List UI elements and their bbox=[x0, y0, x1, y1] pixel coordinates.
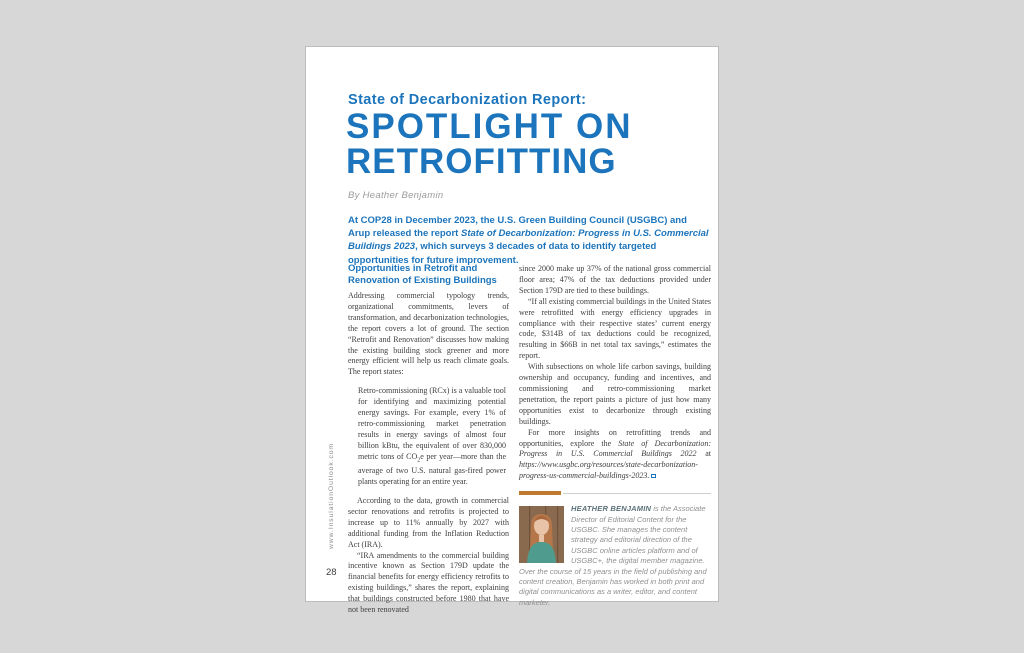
divider-orange-bar bbox=[519, 491, 561, 495]
article-intro bbox=[348, 214, 710, 267]
intro-report-title: State of Decarbonization: Progress in U.S. Commercial Buildings 2023 bbox=[348, 228, 709, 253]
article-title-line1: SPOTLIGHT ON bbox=[346, 107, 633, 146]
body-paragraph: Addressing commercial typology trends, organizational commitments, levers of transformation, and decarbonization technologies, the report covers a lot of ground. The section “Retrofit and Renovation” discusses how making the existing building stock greener and more energy efficient will help us reach climate goals. The report states: bbox=[348, 291, 509, 377]
author-name: HEATHER BENJAMIN bbox=[571, 504, 652, 514]
article-kicker: State of Decarbonization Report: bbox=[348, 92, 587, 108]
quote-text-2: e per year—more than the average of two U.S. natural gas-fired power plants operating for an entire year. bbox=[358, 451, 506, 487]
website-vertical-text: www.InsulationOutlook.com bbox=[328, 443, 335, 549]
closing-text-1: For more insights on retrofitting trends and opportunities, explore the bbox=[519, 427, 711, 448]
right-column bbox=[519, 264, 711, 608]
closing-text-2: at bbox=[696, 449, 712, 459]
left-column bbox=[348, 263, 509, 616]
author-bio bbox=[519, 504, 711, 608]
body-paragraph: “IRA amendments to the commercial building incentive known as Section 179D update the financial benefits for energy efficiency retrofits to existing buildings,” shares the report, explaining that buildings constructed before 1980 that have not been renovated bbox=[348, 550, 509, 615]
article-title-line2: RETROFITTING bbox=[346, 142, 617, 181]
section-heading: Opportunities in Retrofit and Renovation of Existing Buildings bbox=[348, 263, 497, 286]
intro-text-2: , which surveys 3 decades of data to identify targeted opportunities for future improvement. bbox=[348, 241, 657, 266]
body-paragraph bbox=[519, 428, 711, 483]
intro-text-1: At COP28 in December 2023, the U.S. Green Building Council (USGBC) and Arup released the report bbox=[348, 215, 687, 240]
author-photo bbox=[519, 506, 564, 563]
end-of-article-icon bbox=[651, 474, 656, 479]
article-byline: By Heather Benjamin bbox=[348, 190, 444, 201]
co2-subscript: 2 bbox=[417, 457, 421, 464]
report-url: https://www.usgbc.org/resources/state-decarbonization-progress-us-commercial-buildings-2023. bbox=[519, 460, 698, 481]
magazine-page bbox=[305, 46, 719, 615]
author-bio-text: is the Associate Director of Editorial Content for the USGBC. She manages the content strategy and editorial direction of the USGBC online articles platform and of USGBC+, the digital member magazine. Over the course of 15 years in the field of publishing and content creation, Benjamin has worked in both print and digital communications as a writer, editor, and content marketer. bbox=[519, 504, 707, 607]
quote-text-1: Retro-commissioning (RCx) is a valuable tool for identifying and maximizing potential energy savings. For example, every 1% of retro-commissioning market penetration results in energy savings of almost four billion kBtu, the equivalent of over 830,000 metric tons of CO bbox=[358, 386, 506, 461]
pull-quote bbox=[358, 386, 506, 488]
bio-divider bbox=[519, 491, 711, 495]
body-paragraph: since 2000 make up 37% of the national gross commercial floor area; 47% of the tax deductions provided under Section 179D are tied to these buildings. bbox=[519, 264, 711, 295]
divider-rule bbox=[563, 493, 711, 494]
body-paragraph: According to the data, growth in commercial sector renovations and retrofits is projected to increase up to 11% annually by 2027 with additional funding from the Inflation Reduction Act (IRA). bbox=[348, 496, 509, 549]
closing-report-title: State of Decarbonization: Progress in U.S. Commercial Buildings 2022 bbox=[519, 438, 712, 459]
body-paragraph: “If all existing commercial buildings in the United States were retrofitted with energy efficiency upgrades in compliance with their respective states’ current energy code, $314B of tax deductions could be recognized, resulting in $66B in net total tax savings,” estimates the report. bbox=[519, 296, 711, 361]
page-number: 28 bbox=[326, 567, 337, 578]
body-paragraph: With subsections on whole life carbon savings, building ownership and occupancy, funding and incentives, and commissioning and retro-commissioning market penetration, the report paints a picture of just how many opportunities exist to decarbonize through existing buildings. bbox=[519, 362, 711, 426]
